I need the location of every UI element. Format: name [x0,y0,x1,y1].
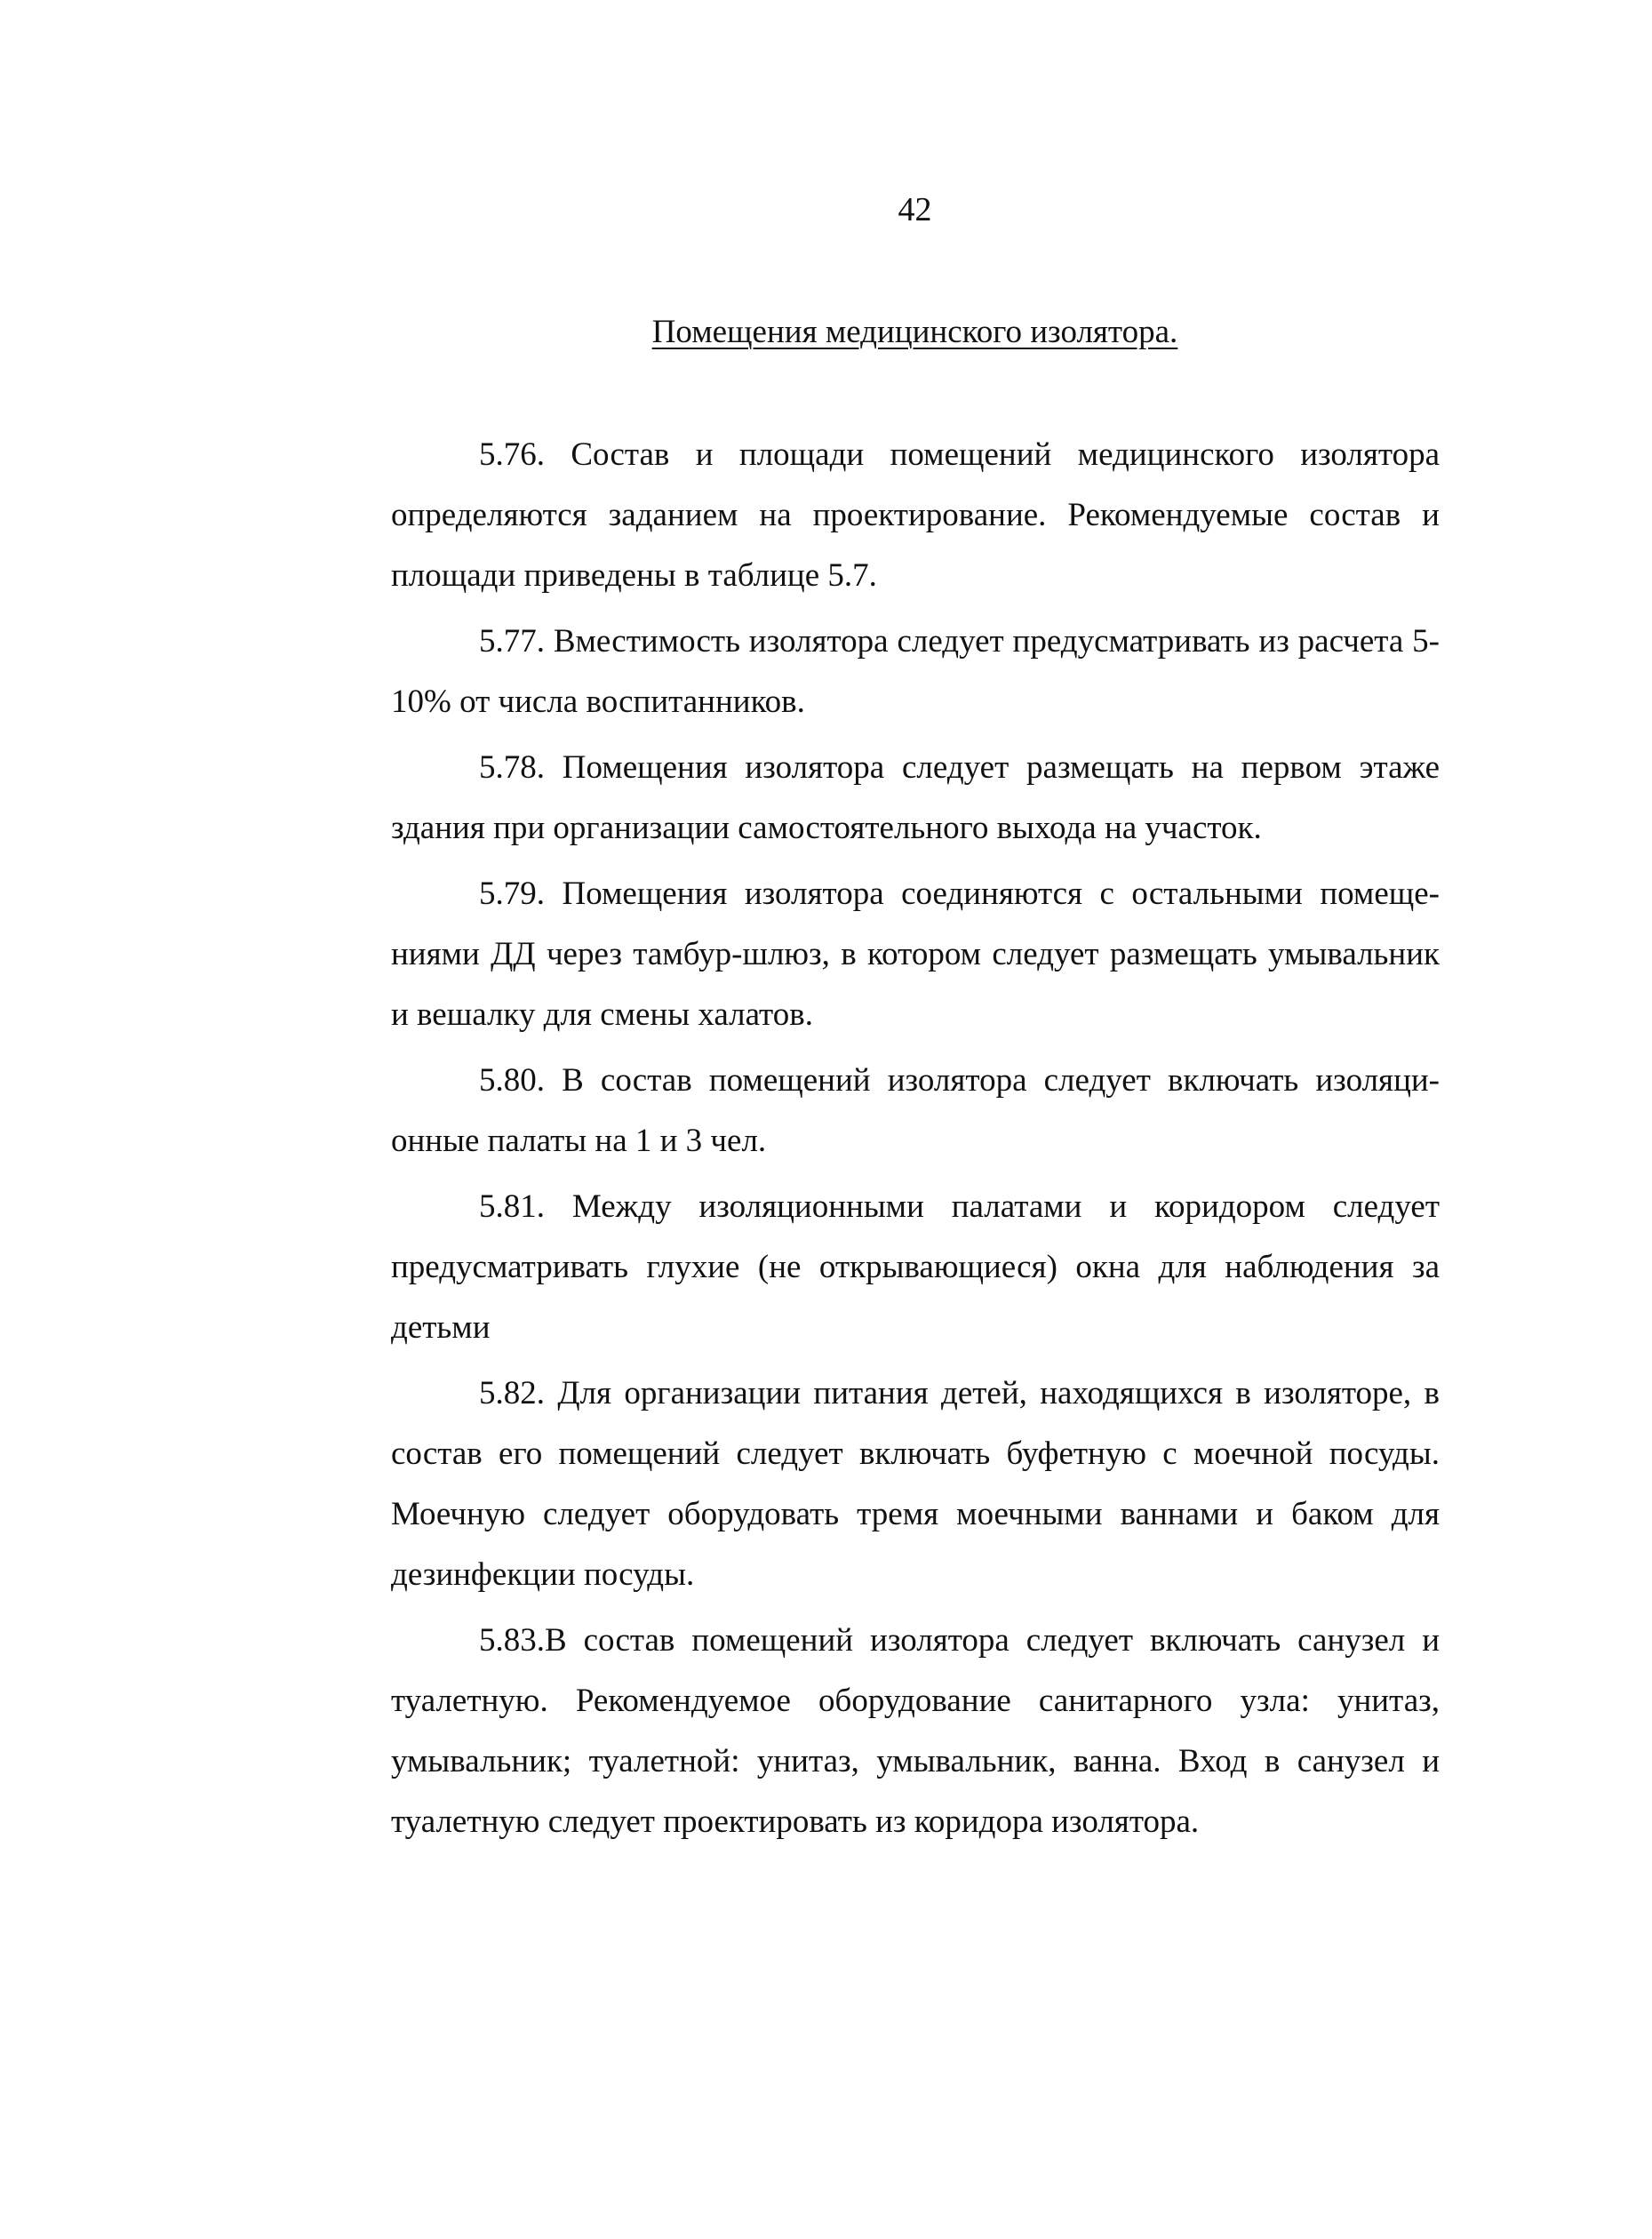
paragraph-number: 5.80. [479,1062,545,1099]
page-number: 42 [898,191,932,228]
paragraph-number: 5.82. [479,1375,545,1411]
paragraph-5-82 [391,1363,1440,1605]
section-title: Помещения медицинского изолятора. [651,314,1178,350]
paragraph-text: В состав помещений изолятора следует включать изоляционные палаты на 1 и 3 чел. [391,1062,1440,1159]
paragraph-text: Состав и площади помещений медицинского изолятора определяются заданием на проектирование. Рекомендуемые состав и площади приведены в таблице 5.7. [391,436,1440,594]
paragraph-text: Вместимость изолятора следует предусматривать из расчета 5-10% от числа воспитанников. [391,623,1440,720]
paragraph-5-76 [391,425,1440,606]
paragraph-5-80 [391,1051,1440,1171]
paragraph-5-81 [391,1177,1440,1358]
paragraph-5-79 [391,864,1440,1045]
paragraph-number: 5.76. [479,436,545,473]
paragraph-text: Помещения изолятора следует размещать на первом этаже здания при организации самостоятельного выхода на участок. [391,749,1440,846]
paragraph-number: 5.78. [479,749,545,786]
paragraph-text: Помещения изолятора соединяются с остальными помещениями ДД через тамбур-шлюз, в котором следует размещать умывальник и вешалку для смены халатов. [391,876,1440,1033]
paragraph-number: 5.81. [479,1188,545,1225]
document-body [391,425,1440,1858]
paragraph-text: В состав помещений изолятора следует включать санузел и туалетную. Рекомендуемое оборудование санитарного узла: унитаз, умывальник; туалетной: унитаз, умывальник, ванна. Вход в санузел и туалетную следует проектировать из коридора изолятора. [391,1622,1440,1840]
paragraph-5-83 [391,1611,1440,1852]
paragraph-text: Для организации питания детей, находящихся в изоляторе, в состав его помещений следует включать буфетную с моечной посуды. Моечную следует оборудовать тремя моечными ваннами и баком для дезинфекции посуды. [391,1375,1440,1593]
paragraph-5-77 [391,612,1440,732]
paragraph-5-78 [391,738,1440,859]
paragraph-number: 5.83. [479,1622,545,1659]
paragraph-text: Между изоляционными палатами и коридором следует предусматривать глухие (не открывающиеся) окна для наблюдения за детьми [391,1188,1440,1346]
paragraph-number: 5.77. [479,623,545,660]
paragraph-number: 5.79. [479,876,545,912]
